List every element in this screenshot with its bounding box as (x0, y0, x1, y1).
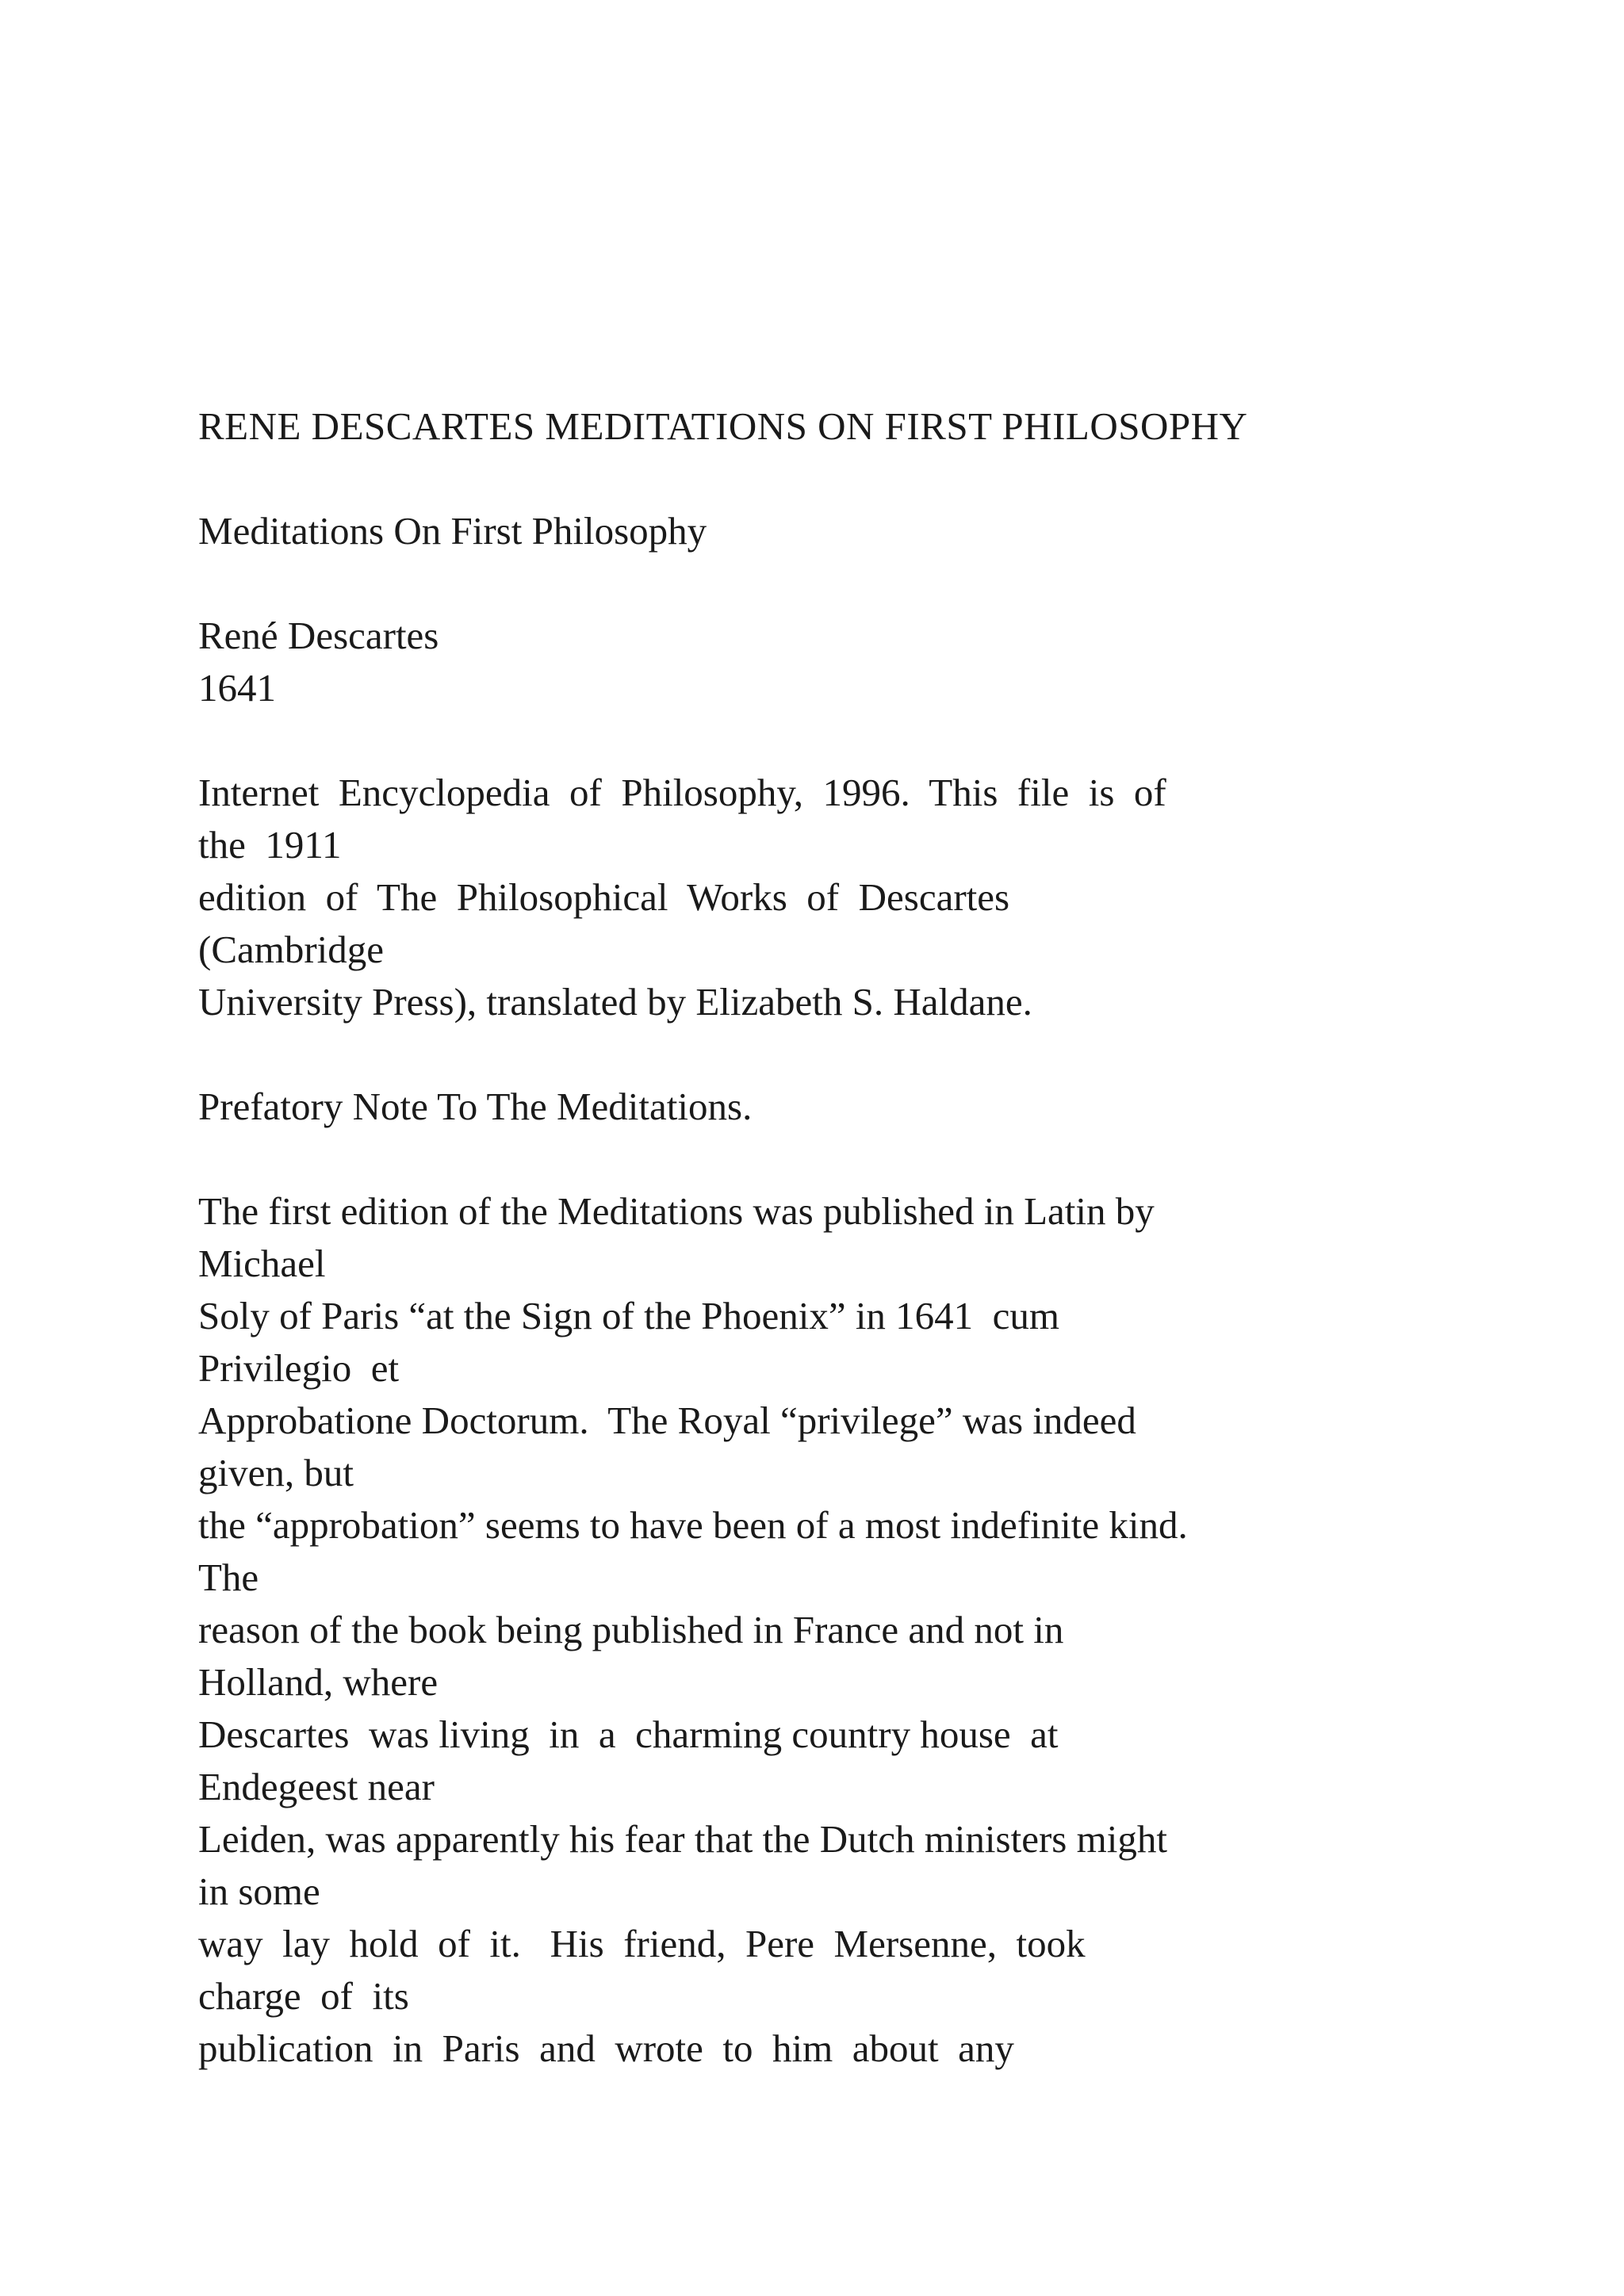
body-line: The first edition of the Meditations was published in Latin by (198, 1189, 1155, 1233)
body-line: Descartes was living in a charming country house at (198, 1712, 1059, 1756)
document-subtitle: Meditations On First Philosophy (198, 509, 707, 553)
document-title: RENE DESCARTES MEDITATIONS ON FIRST PHILOSOPHY (198, 404, 1248, 448)
section-heading: Prefatory Note To The Meditations. (198, 1085, 753, 1128)
body-line: the “approbation” seems to have been of a most indefinite kind. (198, 1503, 1188, 1547)
spacer (198, 1133, 1546, 1185)
source-line: Internet Encyclopedia of Philosophy, 1996. This file is of (198, 771, 1166, 814)
body-line: Soly of Paris “at the Sign of the Phoenix” in 1641 cum (198, 1294, 1060, 1337)
body-line: way lay hold of it. His friend, Pere Mersenne, took (198, 1922, 1086, 1965)
body-line: The (198, 1556, 259, 1599)
body-line: Holland, where (198, 1660, 439, 1704)
spacer (198, 557, 1546, 610)
spacer (198, 1028, 1546, 1081)
body-line: Leiden, was apparently his fear that the Dutch ministers might (198, 1817, 1167, 1861)
author-name: René Descartes (198, 614, 439, 657)
document-text (198, 400, 1546, 2075)
body-line: Approbatione Doctorum. The Royal “privilege” was indeed (198, 1399, 1136, 1442)
spacer (198, 453, 1546, 505)
body-line: in some (198, 1869, 320, 1913)
body-line: Michael (198, 1242, 326, 1285)
body-line: reason of the book being published in France and not in (198, 1608, 1064, 1651)
spacer (198, 714, 1546, 767)
source-line: the 1911 (198, 823, 342, 867)
body-line: given, but (198, 1451, 354, 1494)
body-line: Endegeest near (198, 1765, 435, 1808)
body-line: charge of its (198, 1974, 409, 2018)
body-line: publication in Paris and wrote to him about any (198, 2026, 1014, 2070)
source-line: edition of The Philosophical Works of Descartes (198, 875, 1010, 919)
body-line: Privilegio et (198, 1346, 400, 1390)
publication-year: 1641 (198, 666, 276, 710)
source-line: (Cambridge (198, 928, 385, 971)
source-line: University Press), translated by Elizabeth S. Haldane. (198, 980, 1032, 1024)
